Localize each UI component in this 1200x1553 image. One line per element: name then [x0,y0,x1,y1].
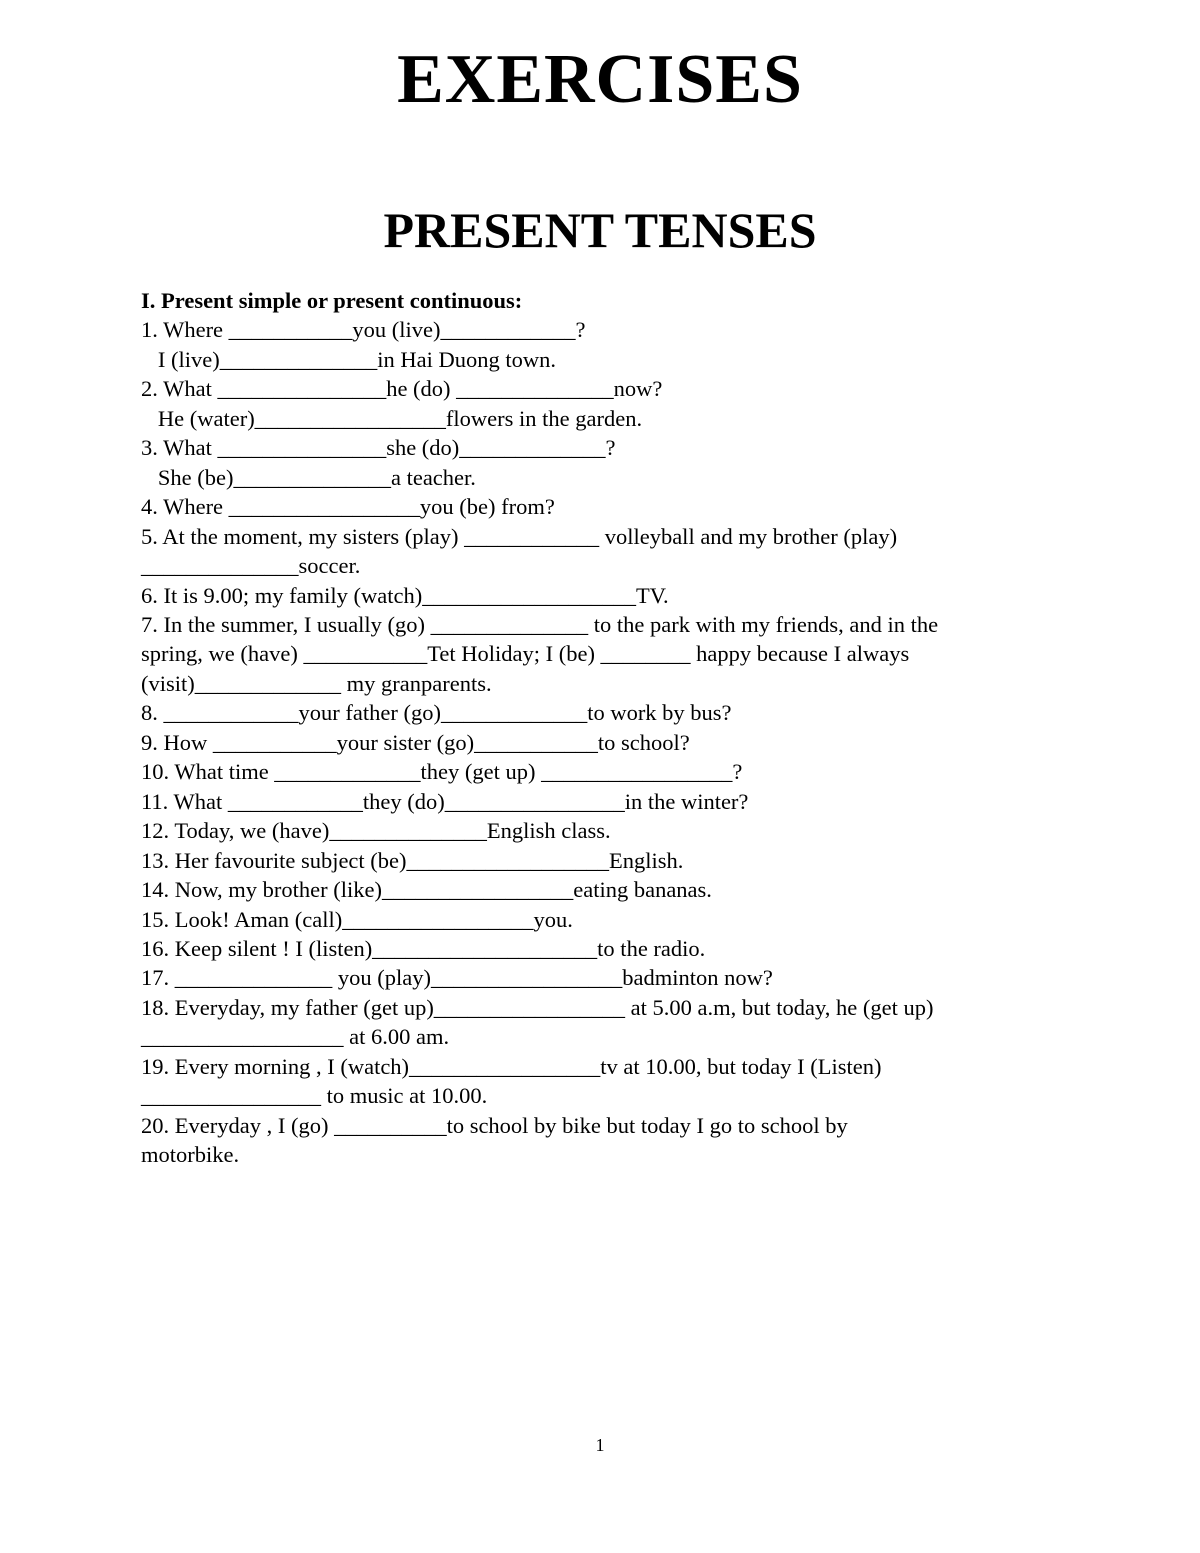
exercise-line-2: I (live)______________in Hai Duong town. [141,346,556,372]
exercise-line-26: 19. Every morning , I (watch)_________________tv at 10.00, but today I (Listen) [141,1053,882,1079]
exercise-line-6: She (be)______________a teacher. [141,464,476,490]
exercise-line-17: 11. What ____________they (do)________________in the winter? [141,788,749,814]
exercise-line-5: 3. What _______________she (do)_____________? [141,435,616,461]
exercise-line-7: 4. Where _________________you (be) from? [141,494,555,520]
exercise-line-3: 2. What _______________he (do) ______________now? [141,376,663,402]
exercise-line-1: 1. Where ___________you (live)____________? [141,317,586,343]
page-title: EXERCISES [397,41,803,118]
exercise-line-9: ______________soccer. [141,553,361,579]
exercise-line-25: __________________ at 6.00 am. [141,1024,450,1050]
exercise-line-29: motorbike. [141,1142,240,1168]
exercise-line-23: 17. ______________ you (play)_________________badminton now? [141,965,773,991]
exercise-line-24: 18. Everyday, my father (get up)_________________ at 5.00 a.m, but today, he (get up) [141,994,934,1020]
page-number: 1 [595,1435,605,1455]
exercise-line-19: 13. Her favourite subject (be)__________________English. [141,847,684,873]
exercise-line-28: 20. Everyday , I (go) __________to school by bike but today I go to school by [141,1112,848,1138]
exercise-line-11: 7. In the summer, I usually (go) ______________ to the park with my friends, and in the [141,611,939,637]
exercise-line-18: 12. Today, we (have)______________English class. [141,818,611,844]
exercise-content [141,286,1061,1170]
exercise-line-15: 9. How ___________your sister (go)___________to school? [141,729,690,755]
exercise-line-4: He (water)_________________flowers in the garden. [141,405,643,431]
exercise-line-8: 5. At the moment, my sisters (play) ____________ volleyball and my brother (play) [141,523,898,549]
exercise-line-10: 6. It is 9.00; my family (watch)___________________TV. [141,582,669,608]
exercise-line-14: 8. ____________your father (go)_____________to work by bus? [141,700,732,726]
exercise-line-16: 10. What time _____________they (get up) _________________? [141,759,743,785]
exercise-heading: I. Present simple or present continuous: [141,288,523,313]
exercise-line-27: ________________ to music at 10.00. [141,1083,488,1109]
exercise-line-22: 16. Keep silent ! I (listen)____________________to the radio. [141,935,706,961]
section-title: PRESENT TENSES [383,202,817,258]
exercise-line-20: 14. Now, my brother (like)_________________eating bananas. [141,877,712,903]
exercise-line-12: spring, we (have) ___________Tet Holiday; I (be) ________ happy because I always [141,641,910,667]
exercise-line-21: 15. Look! Aman (call)_________________you. [141,906,573,932]
exercise-line-13: (visit)_____________ my granparents. [141,670,492,696]
